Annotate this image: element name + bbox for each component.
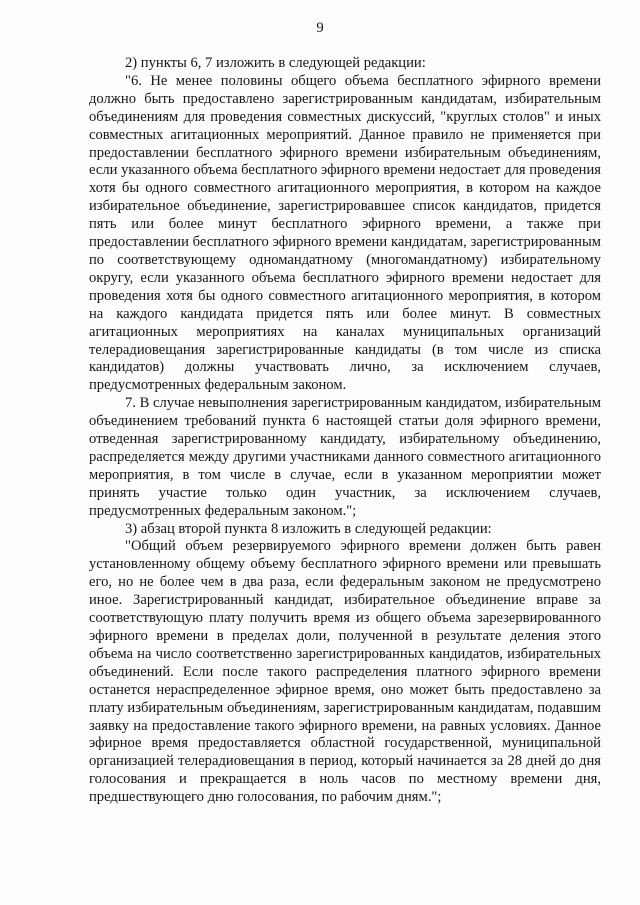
paragraph-item-3-heading: 3) абзац второй пункта 8 изложить в следующей редакции: [125,520,492,537]
document-body [89,55,601,807]
paragraph-item-2-heading: 2) пункты 6, 7 изложить в следующей редакции: [125,55,426,71]
paragraph-point-7: 7. В случае невыполнения зарегистрированным кандидатом, избирательным объединением требований пункта 6 настоящей статьи доля эфирного времени, отведенная зарегистрированному кандидату, избирательному объединению, распределяется между другими участниками данного совместного агитационного мероприятия, в том числе в случае, если в указанном мероприятии может принять участие только один участник, за исключением случаев, предусмотренных федеральным законом."; [89,395,601,519]
paragraph-point-8-second: "Общий объем резервируемого эфирного времени должен быть равен установленному общему объему бесплатного эфирного времени или превышать его, но не более чем в два раза, если федеральным законом не предусмотрено иное. Зарегистрированный кандидат, избирательное объединение вправе за соответствующую плату получить время из общего объема зарезервированного эфирного времени в пределах доли, полученной в результате деления этого объема на число соответственно зарегистрированных кандидатов, избирательных объединений. Если после такого распределения платного эфирного времени останется нераспределенное эфирное время, оно может быть предоставлено за плату избирательным объединениям, зарегистрированным кандидатам, подавшим заявку на предоставление такого эфирного времени, на равных условиях. Данное эфирное время предоставляется областной государственной, муниципальной организацией телерадиовещания в период, который начинается за 28 дней до дня голосования и прекращается в ноль часов по местному времени дня, предшествующего дню голосования, по рабочим дням."; [89,538,601,806]
page-number: 9 [316,20,324,36]
paragraph-point-6: "6. Не менее половины общего объема бесплатного эфирного времени должно быть предоставлено зарегистрированным кандидатам, избирательным объединениям для проведения совместных дискуссий, "круглых столов" и иных совместных агитационных мероприятий. Данное правило не применяется при предоставлении бесплатного эфирного времени избирательным объединениям, если указанного объема бесплатного эфирного времени недостает для проведения хотя бы одного совместного агитационного мероприятия, в котором на каждое избирательное объединение, зарегистрировавшее список кандидатов, придется пять или более минут бесплатного эфирного времени, а также при предоставлении бесплатного эфирного времени кандидатам, зарегистрированным по соответствующему одномандатному (многомандатному) избирательному округу, если указанного объема бесплатного эфирного времени недостает для проведения хотя бы одного совместного агитационного мероприятия, в котором на каждого кандидата придется пять или более минут. В совместных агитационных мероприятиях на каналах муниципальных организаций телерадиовещания зарегистрированные кандидаты (в том числе из списка кандидатов) должны участвовать лично, за исключением случаев, предусмотренных федеральным законом. [89,72,601,394]
